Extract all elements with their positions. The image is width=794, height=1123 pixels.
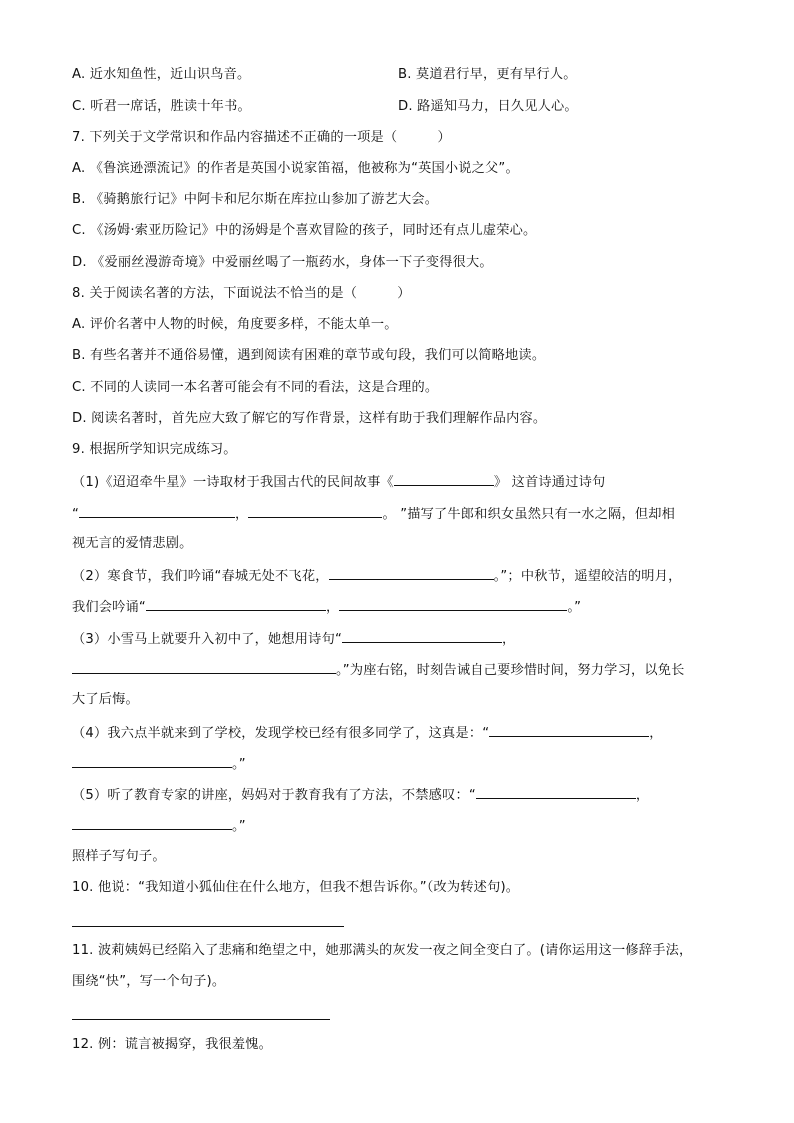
q8-option-a: A. 评价名著中人物的时候，角度要多样，不能太单一。	[72, 317, 398, 332]
q7-option-a: A. 《鲁滨逊漂流记》的作者是英国小说家笛福，他被称为“英国小说之父”。	[72, 161, 519, 176]
q9-sub5-text-a: （5）听了教育专家的讲座，妈妈对于教育我有了方法，不禁感叹：“	[72, 788, 476, 803]
q9-sub5-blank-1[interactable]	[476, 784, 636, 799]
q10-text: 10. 他说：“我知道小狐仙住在什么地方，但我不想告诉你。”（改为转述句)。	[72, 880, 520, 895]
q6-option-a: A. 近水知鱼性，近山识鸟音。	[72, 67, 251, 82]
q9-sub3-blank-1[interactable]	[342, 628, 502, 643]
q9-sub3-line1	[72, 628, 515, 650]
q8-stem: 8. 关于阅读名著的方法，下面说法不恰当的是（ ）	[72, 286, 411, 301]
q8-option-b: B. 有些名著并不通俗易懂，遇到阅读有困难的章节或句段，我们可以简略地读。	[72, 348, 546, 363]
q9-sub2-line2	[72, 596, 581, 618]
q9-sub2-text-a: （2）寒食节，我们吟诵“春城无处不飞花，	[72, 569, 329, 584]
q9-sub3-blank-2[interactable]	[72, 659, 336, 674]
q9-sub1-blank-1[interactable]	[79, 503, 235, 518]
q6-option-c: C. 听君一席话，胜读十年书。	[72, 99, 251, 114]
q7-option-b: B. 《骑鹅旅行记》中阿卡和尼尔斯在库拉山参加了游艺大会。	[72, 192, 439, 207]
q9-sub1-line3: 视无言的爱情悲剧。	[72, 536, 193, 551]
q9-sub3-text-a: （3）小雪马上就要升入初中了，她想用诗句“	[72, 632, 342, 647]
q9-sub2-blank-3[interactable]	[339, 596, 567, 611]
q9-sub2-text-b: 。”；中秋节，遥望皎洁的明月，	[493, 569, 682, 584]
q9-sub1-blank-story[interactable]	[394, 471, 494, 486]
q8-option-c: C. 不同的人读同一本名著可能会有不同的看法，这是合理的。	[72, 380, 439, 395]
q9-sub3-text-b: ，	[501, 632, 516, 647]
q9-sub1-text-c: “	[72, 507, 80, 522]
q9-sub4-text-b: ，	[649, 726, 663, 741]
q12-text: 12. 例：谎言被揭穿，我很羞愧。	[72, 1037, 273, 1052]
q9-sub1-text-d: ，	[235, 507, 249, 522]
q7-option-d: D. 《爱丽丝漫游奇境》中爱丽丝喝了一瓶药水，身体一下子变得很大。	[72, 255, 493, 270]
q9-sub5-line1	[72, 784, 649, 806]
q9-sub2-blank-2[interactable]	[146, 596, 326, 611]
q9-sub5-blank-2[interactable]	[72, 815, 232, 830]
q6-option-d: D. 路遥知马力，日久见人心。	[398, 99, 578, 114]
q6-option-b: B. 莫道君行早，更有早行人。	[398, 67, 577, 82]
q9-sub2-blank-1[interactable]	[329, 565, 494, 580]
q9-sub4-text-a: （4）我六点半就来到了学校，发现学校已经有很多同学了，这真是：“	[72, 726, 490, 741]
q9-sub1-text-b: 》 这首诗通过诗句	[493, 475, 606, 490]
q9-sub1-line1	[72, 471, 605, 493]
q9-sub1-text-e: 。 ”描写了牛郎和织女虽然只有一水之隔，但却相	[382, 507, 675, 522]
q9-sub5-line2	[72, 815, 246, 837]
q9-sub2-line1	[72, 565, 681, 587]
q9-sub4-line2	[72, 753, 246, 775]
q9-sub5-text-c: 。”	[232, 819, 246, 834]
q8-option-d: D. 阅读名著时，首先应大致了解它的写作背景，这样有助于我们理解作品内容。	[72, 411, 547, 426]
q9-sub1-blank-2[interactable]	[248, 503, 382, 518]
q9-sub4-blank-2[interactable]	[72, 753, 232, 768]
q9-sub4-blank-1[interactable]	[489, 722, 649, 737]
q9-sub2-text-c: 我们会吟诵“	[72, 600, 146, 615]
q11-line1: 11. 波莉姨妈已经陷入了悲痛和绝望之中，她那满头的灰发一夜之间全变白了。(请你运用这一修辞手法，	[72, 943, 693, 958]
q9-sub2-text-e: 。”	[567, 600, 582, 615]
q9-sub2-text-d: ，	[325, 600, 340, 615]
q7-stem: 7. 下列关于文学常识和作品内容描述不正确的一项是（ ）	[72, 130, 451, 145]
q9-sub4-line1	[72, 722, 663, 744]
q9-sub3-text-c: 。”为座右铭，时刻告诫自己要珍惜时间，努力学习，以免长	[336, 663, 685, 678]
q9-sub3-line3: 大了后悔。	[72, 692, 139, 707]
section-heading: 照样子写句子。	[72, 849, 166, 864]
q10-answer-line[interactable]	[72, 926, 344, 927]
q9-sub3-line2	[72, 659, 685, 681]
q11-line2: 围绕“快”，写一个句子)。	[72, 974, 226, 989]
q9-sub1-text-a: （1)《迢迢牵牛星》一诗取材于我国古代的民间故事《	[72, 475, 394, 490]
q11-answer-line[interactable]	[72, 1019, 330, 1020]
q9-stem: 9. 根据所学知识完成练习。	[72, 442, 237, 457]
q9-sub1-line2	[72, 503, 675, 525]
q7-option-c: C. 《汤姆·索亚历险记》中的汤姆是个喜欢冒险的孩子，同时还有点儿虚荣心。	[72, 223, 537, 238]
q9-sub5-text-b: ，	[635, 788, 650, 803]
q9-sub4-text-c: 。”	[232, 757, 246, 772]
